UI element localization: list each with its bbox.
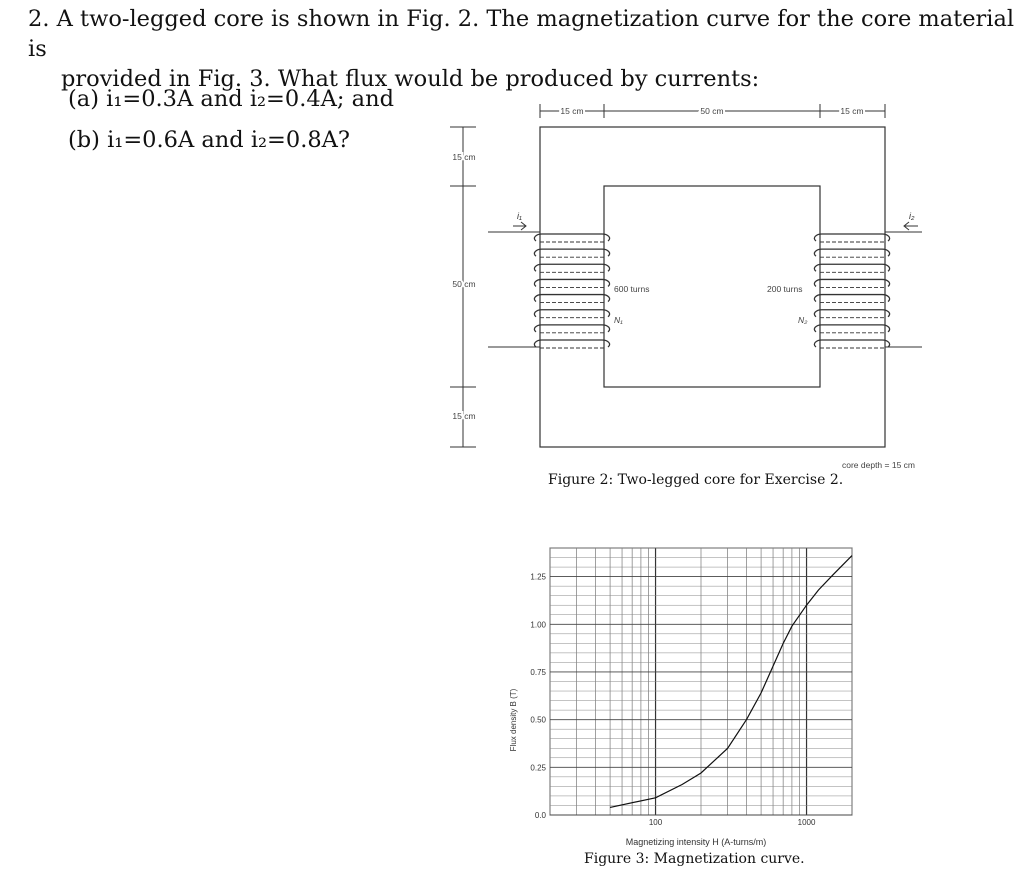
i2-label: i₂ [909,211,915,221]
y-tick-label: 0.25 [530,763,546,773]
coil-turn [814,234,889,241]
y-axis-label: Flux density B (T) [509,688,518,752]
coil-1 [534,234,609,348]
coil-turn [534,295,609,302]
coil-turn [534,249,609,256]
coil-turn [814,295,889,302]
coil-2 [814,234,889,348]
problem-number: 2. [28,6,50,32]
coil-turn [814,249,889,256]
x-tick-label: 100 [648,818,663,827]
coil-turn [534,234,609,241]
coil-turn [534,325,609,332]
x-tick-label: 1000 [797,818,816,827]
dim-top-right: 15 cm [840,106,864,116]
coil-turn [534,279,609,286]
chart-grid [550,548,852,815]
coil-1-leads [488,222,540,347]
n1-label: N₁ [614,315,623,325]
coil-turn [814,264,889,271]
coil-turn [534,264,609,271]
figure-3-caption: Figure 3: Magnetization curve. [584,851,805,867]
dim-top-mid: 50 cm [700,106,724,116]
n2-label: N₂ [798,315,808,325]
coil-turn [534,340,609,347]
y-tick-label: 1.00 [530,620,546,630]
part-a: (a) i₁=0.3A and i₂=0.4A; and [68,86,394,112]
coil-turn [814,340,889,347]
coil-turn [814,310,889,317]
turns-2-label: 200 turns [767,284,803,294]
problem-line-2: provided in Fig. 3. What flux would be produced by currents: [61,66,760,92]
dim-top-left: 15 cm [560,106,584,116]
y-tick-label: 1.25 [530,572,546,582]
y-tick-label: 0.75 [530,667,546,677]
dim-left-mid: 50 cm [452,279,476,289]
chart-x-ticks [649,818,816,827]
chart-y-ticks [530,573,546,820]
dim-left-top: 15 cm [452,152,476,162]
x-axis-label: Magnetizing intensity H (A-turns/m) [625,837,767,847]
y-tick-label: 0.50 [530,715,546,725]
core-depth-label: core depth = 15 cm [841,460,915,470]
coil-turn [534,310,609,317]
dim-left-bot: 15 cm [452,411,476,421]
y-tick-label: 0.0 [534,811,546,820]
coil-turn [814,279,889,286]
figure-2-caption: Figure 2: Two-legged core for Exercise 2. [548,472,844,488]
magnetization-chart [500,540,880,852]
turns-1-label: 600 turns [614,284,650,294]
problem-line-1: 2. A two-legged core is shown in Fig. 2. The magnetization curve for the core material is [28,6,1015,62]
i1-label: i₁ [517,211,522,221]
coil-turn [814,325,889,332]
part-b: (b) i₁=0.6A and i₂=0.8A? [68,127,350,153]
coil-2-leads [885,222,922,347]
